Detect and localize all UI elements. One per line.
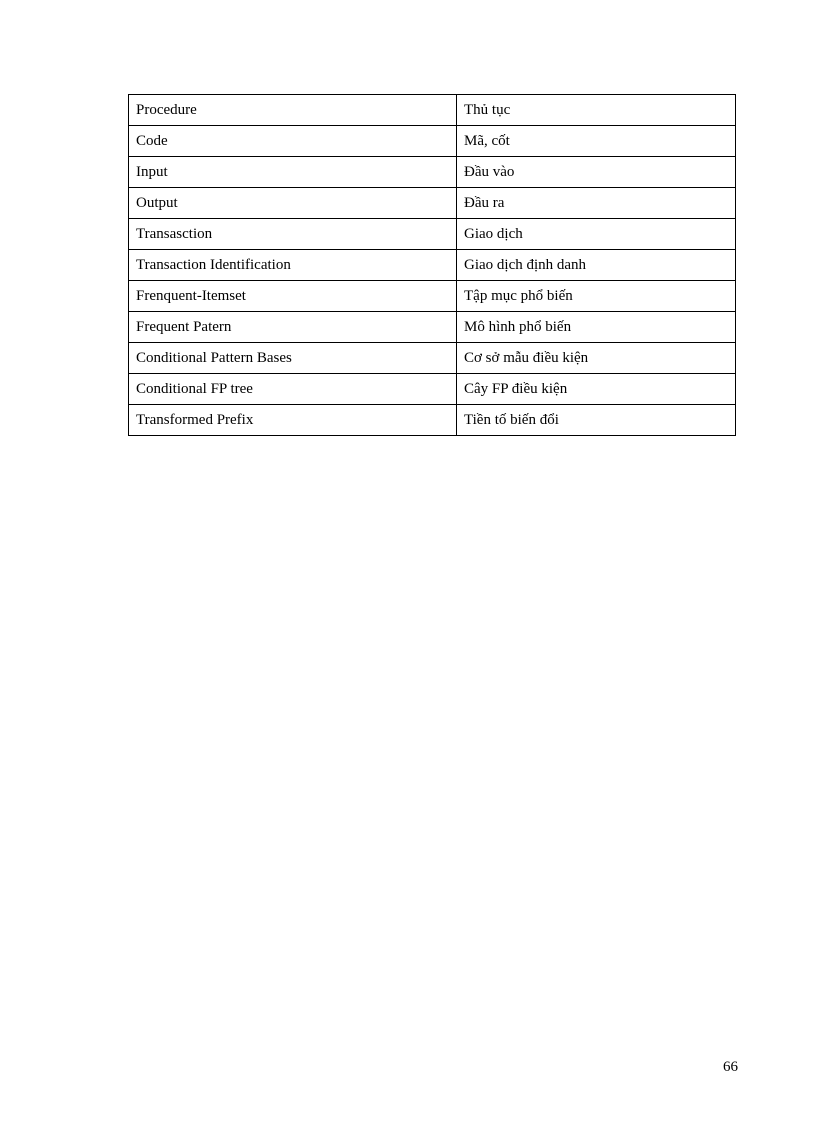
term-english: Frequent Patern: [129, 312, 457, 343]
term-vietnamese: Đầu ra: [457, 188, 736, 219]
term-vietnamese: Cơ sở mẫu điều kiện: [457, 343, 736, 374]
term-english: Transformed Prefix: [129, 405, 457, 436]
term-vietnamese: Cây FP điều kiện: [457, 374, 736, 405]
term-english: Input: [129, 157, 457, 188]
term-english: Transaction Identification: [129, 250, 457, 281]
term-vietnamese: Tiền tố biến đổi: [457, 405, 736, 436]
term-vietnamese: Giao dịch định danh: [457, 250, 736, 281]
table-row: [129, 374, 736, 405]
term-english: Output: [129, 188, 457, 219]
term-vietnamese: Tập mục phổ biến: [457, 281, 736, 312]
table-row: [129, 157, 736, 188]
term-english: Code: [129, 126, 457, 157]
term-vietnamese: Giao dịch: [457, 219, 736, 250]
term-english: Frenquent-Itemset: [129, 281, 457, 312]
table-row: [129, 188, 736, 219]
table-row: [129, 343, 736, 374]
term-english: Transasction: [129, 219, 457, 250]
table-row: [129, 405, 736, 436]
glossary-table: [128, 94, 736, 436]
table-row: [129, 281, 736, 312]
term-vietnamese: Mô hình phổ biến: [457, 312, 736, 343]
page-number: 66: [723, 1059, 738, 1075]
table-row: [129, 126, 736, 157]
term-english: Procedure: [129, 95, 457, 126]
term-vietnamese: Đầu vào: [457, 157, 736, 188]
term-vietnamese: Thủ tục: [457, 95, 736, 126]
table-row: [129, 219, 736, 250]
term-english: Conditional FP tree: [129, 374, 457, 405]
table-row: [129, 250, 736, 281]
table-row: [129, 95, 736, 126]
term-vietnamese: Mã, cốt: [457, 126, 736, 157]
term-english: Conditional Pattern Bases: [129, 343, 457, 374]
table-row: [129, 312, 736, 343]
